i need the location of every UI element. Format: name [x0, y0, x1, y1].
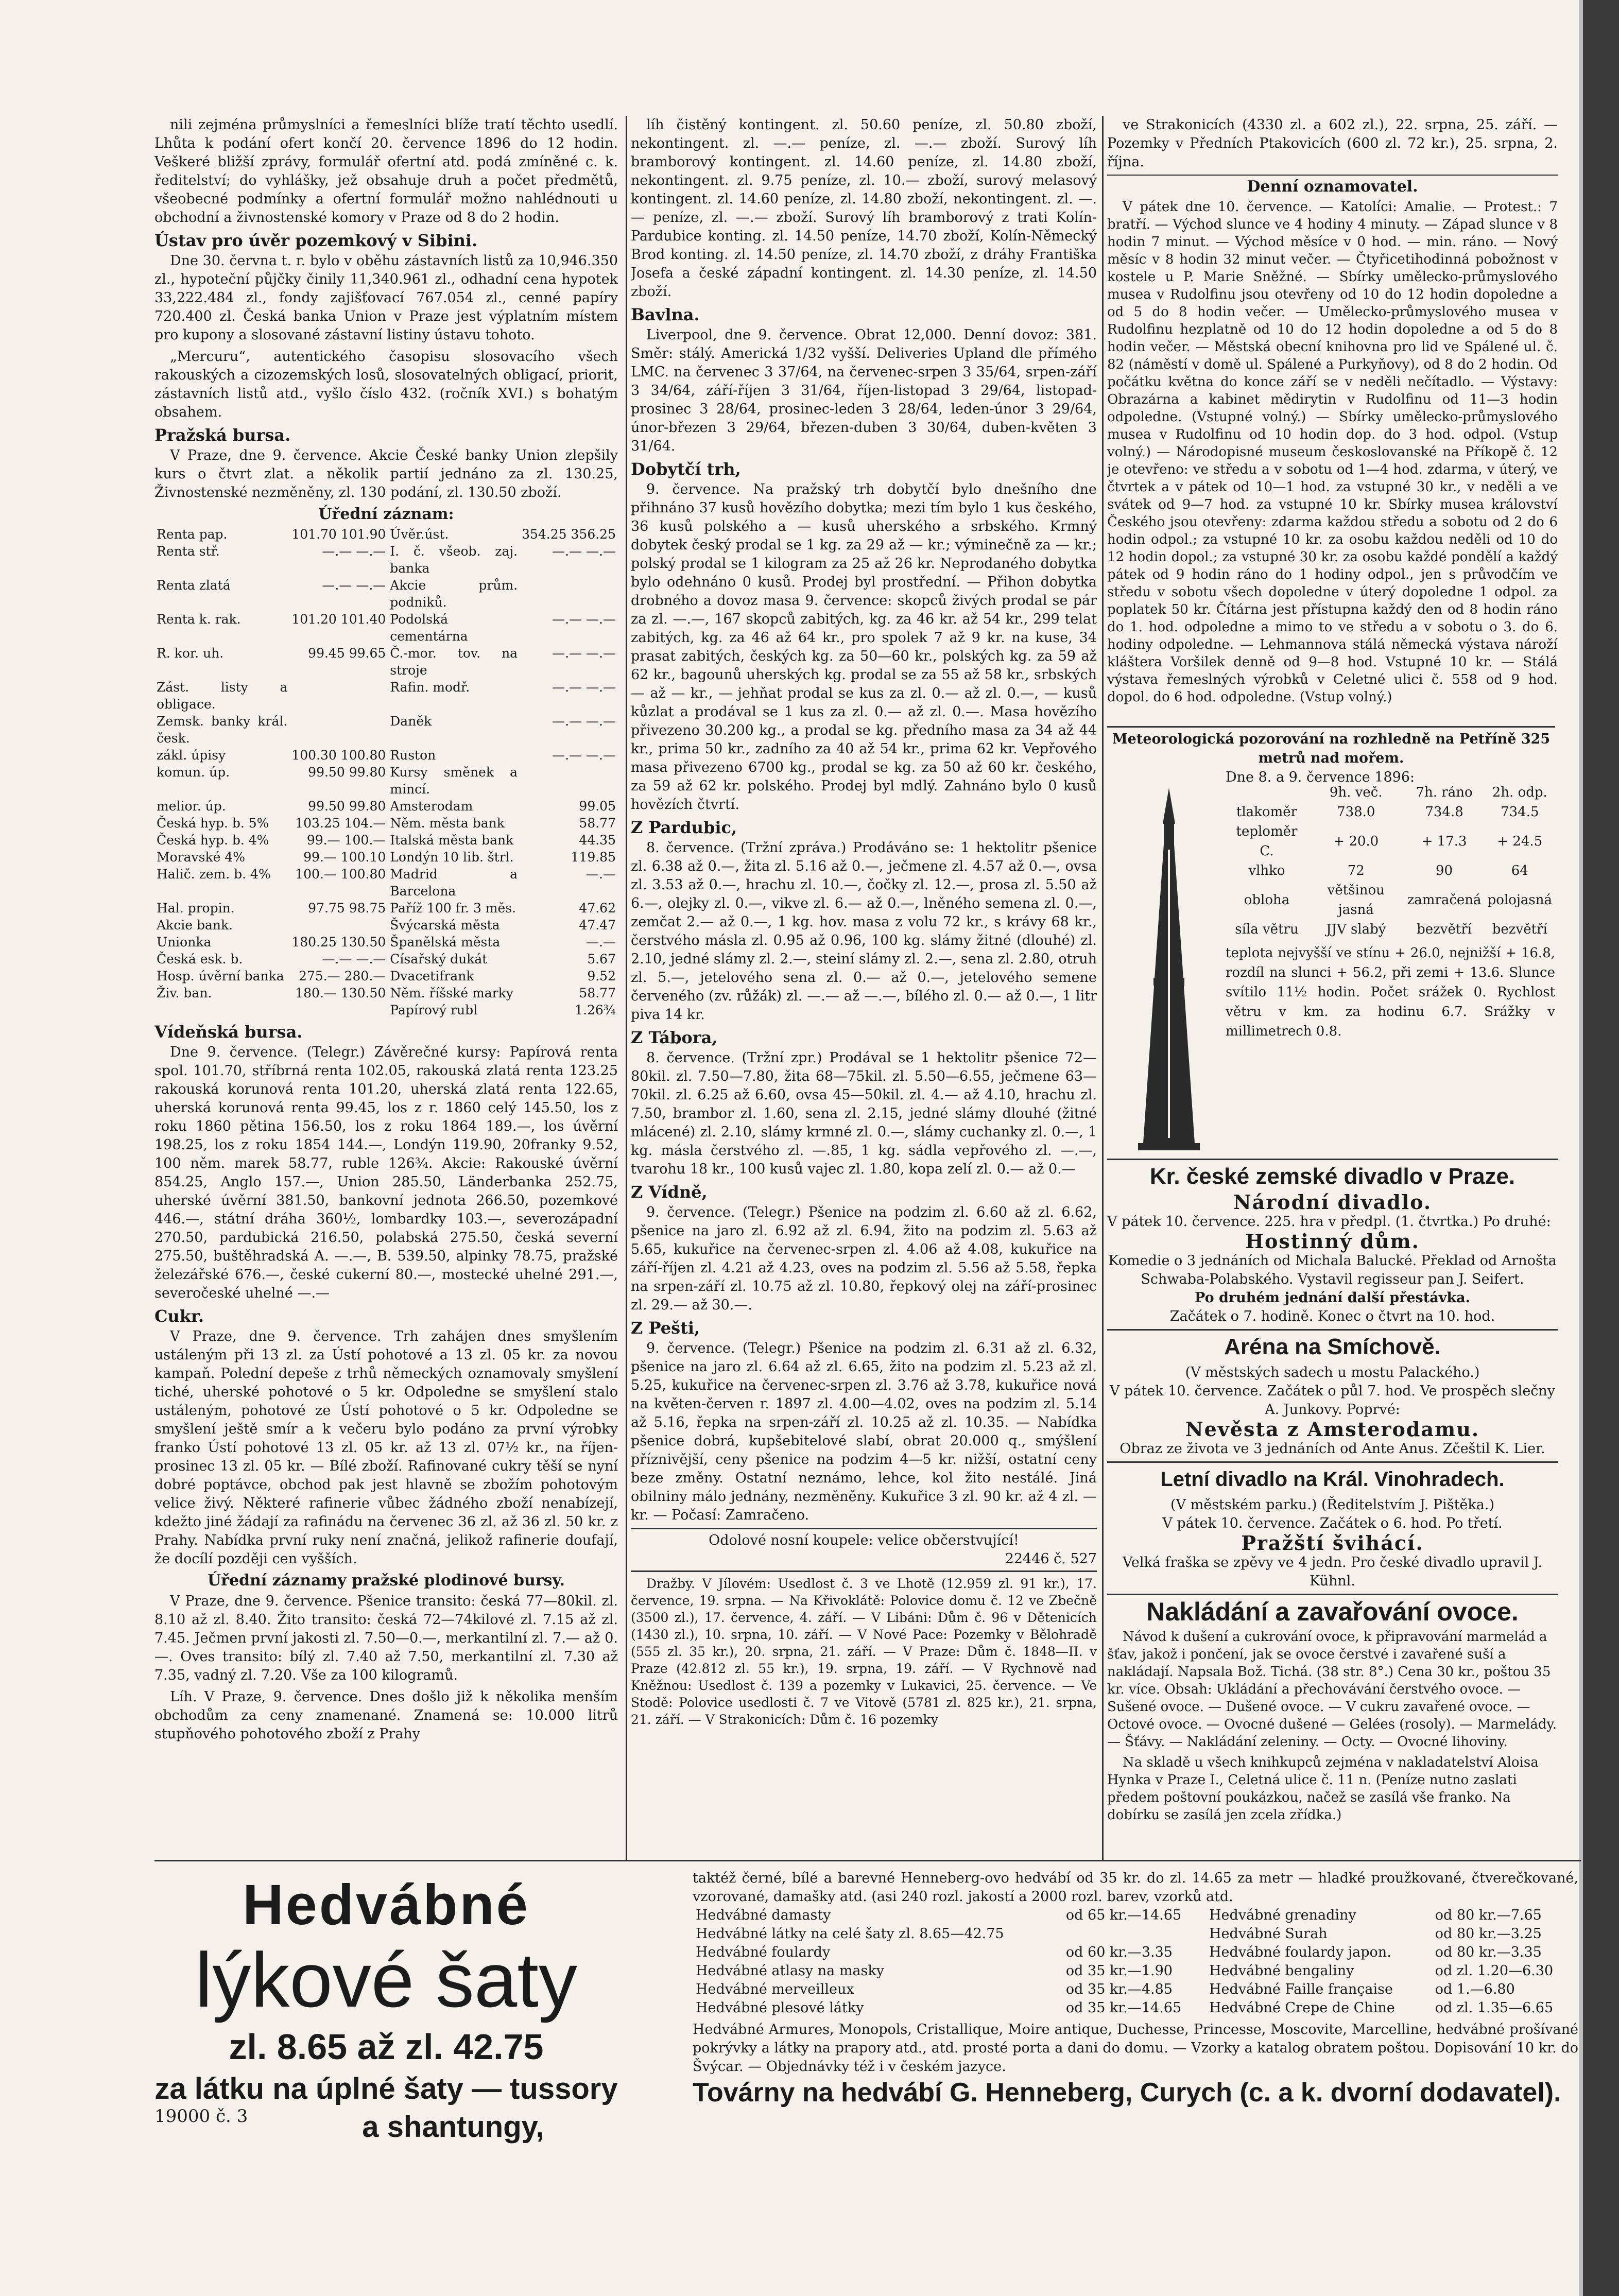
rates-row — [154, 968, 618, 985]
article-text: líh čistěný kontingent. zl. 50.60 peníze, zl. 50.80 zboží, nekontingent. zl. —.— peníze, zl. —.— zboží. Surový líh bramborový kontingent. zl. 14.60 peníze, zl. 14.80 zboží, nekontingent. zl. 9.75 peníze, zl. 10.— zboží, surový melasový kontingent. zl. 14.60 peníze, zl. 14.80 zboží, nekontingent. zl. —.— peníze, zl. —.— zboží. Surový líh bramborový z trati Kolín-Pardubice konting. zl. 14.50 peníze, 14.70 zboží, Kolín-Německý Brod konting. zl. 14.50 peníze, zl. 14.70 zboží, z dráhy Františka Josefa a české západní kontingent. zl. 14.30 peníze, zl. 14.50 zboží. — [631, 117, 1097, 300]
rates-cell: I. č. všeob. zaj. banka — [390, 544, 518, 576]
weather-cell: bezvětří — [1492, 922, 1547, 937]
rates-cell: 101.70 101.90 — [291, 527, 386, 542]
rates-row — [154, 866, 618, 900]
weather-cell: 738.0 — [1337, 804, 1375, 820]
section-heading: Cukr. — [154, 1306, 204, 1326]
rates-cell: 97.75 98.75 — [308, 901, 386, 916]
weather-row — [1226, 881, 1555, 920]
rates-cell: 180.25 130.50 — [291, 935, 386, 950]
rates-row — [154, 526, 618, 543]
rates-cell: 100.— 100.80 — [295, 867, 386, 882]
classified-ad — [631, 1528, 1097, 1572]
rates-row — [154, 1002, 618, 1018]
rates-cell: Rafin. modř. — [390, 680, 470, 695]
section-heading: Dobytčí trh, — [631, 459, 741, 479]
silk-row — [693, 1999, 1578, 2017]
rates-cell: melior. úp. — [157, 799, 226, 814]
ad-price: zl. 8.65 až zl. 42.75 — [229, 2027, 544, 2067]
section-heading: Pražská bursa. — [154, 425, 291, 445]
weather-cell: zamračená — [1407, 892, 1482, 908]
rates-row — [154, 713, 618, 747]
rates-cell: 119.85 — [571, 850, 616, 865]
column-2 — [631, 116, 1097, 1859]
article-text: nili zejména průmyslníci a řemeslníci blíže tratí těchto usedlí. Lhůta k podání ofert končí 20. července 1896 do 12 hodin. Veškeré bližší zprávy, formulář ofertní atd. podá zmíněné c. k. ředitelství; do vyhlášky, jež obsahuje druh a počet předmětů, všeobecné podmínky a ofertní formulář možno nahlédnouti u obchodní a živnostenské komory v Praze od 8 do 2 hodin. — [154, 117, 618, 226]
section-heading: Vídeňská bursa. — [154, 1022, 303, 1042]
weather-row — [1226, 861, 1555, 881]
section-rule — [154, 1860, 1581, 1861]
weather-cell: 72 — [1347, 863, 1365, 878]
rates-cell: —.— —.— — [552, 544, 616, 559]
rates-cell: Ruston — [390, 748, 436, 763]
rates-cell: Renta k. rak. — [157, 612, 241, 627]
rates-row — [154, 679, 618, 713]
weather-header — [1107, 726, 1555, 787]
theatre-line: V pátek 10. července. 225. hra v předpl. (1. čtvrtka.) Po druhé: — [1107, 1214, 1551, 1230]
article-text: 9. července. (Telegr.) Pšenice na podzim zl. 6.60 až zl. 6.62, pšenice na jaro zl. 6.92 až zl. 6.94, žito na podzim zl. 5.63 až 5.65, kukuřice na červenec-srpen zl. 4.06 až 4.08, kukuřice na září-říjen zl. 4.21 až 4.23, oves na podzim zl. 5.56 až 5.58, řepka na srpen-září zl. 10.75 až zl. 10.80, řepkový olej na září-prosinec zl. 29.— až 30.—. — [631, 1204, 1097, 1313]
letni-subtitle: (V městském parku.) (Ředitelstvím J. Pištěka.) — [1170, 1497, 1494, 1513]
weather-cell: + 20.0 — [1333, 834, 1379, 849]
weather-row — [1226, 802, 1555, 822]
section-heading: Denní oznamovatel. — [1107, 175, 1558, 196]
silk-row — [693, 1925, 1578, 1943]
rates-row — [154, 832, 618, 849]
rates-cell: R. kor. uh. — [157, 646, 224, 661]
rates-cell: Kursy směnek a mincí. — [390, 765, 518, 797]
silk-cell: od 35 kr.—1.90 — [1065, 1963, 1173, 1979]
book-title: Nakládání a zavařování ovoce. — [1146, 1597, 1519, 1626]
silk-cell: Hedvábné atlasy na masky — [696, 1963, 885, 1979]
silk-cell: Hedvábné damasty — [696, 1907, 831, 1923]
rates-cell: Madrid a Barcelona — [390, 867, 518, 899]
rates-cell: —.— — [586, 867, 616, 882]
section-heading: Z Vídně, — [631, 1182, 708, 1202]
silk-footer: Továrny na hedvábí G. Henneberg, Curych (c. a k. dvorní dodavatel). — [693, 2078, 1561, 2108]
silk-cell: Hedvábné grenadiny — [1209, 1907, 1356, 1923]
rates-cell — [289, 1002, 388, 1018]
section-heading: Z Tábora, — [631, 1028, 718, 1047]
silk-cell: Hedvábné merveilleux — [696, 1981, 854, 1997]
letni-title: Letní divadlo na Král. Vinohradech. — [1160, 1468, 1505, 1491]
theatre-rule — [1107, 1594, 1558, 1595]
rates-cell — [520, 764, 618, 798]
book-availability: Na skladě u všech knihkupců zejména v nakladatelství Aloisa Hynka v Praze I., Celetná ulice č. 11 n. (Peníze nutno zaslati předem poštovní poukázkou, načež se zasílá vše franko. Na dobírku se zasílá jen zcela zřídka.) — [1107, 1755, 1539, 1823]
silk-cell: od 60 kr.—3.35 — [1065, 1944, 1173, 1960]
article-text: Dne 9. července. (Telegr.) Závěrečné kursy: Papírová renta spol. 101.70, stříbrná renta 102.05, rakouská zlatá renta 123.25 rakouská korunová renta 101.20, uherská zlatá renta 122.65, uherská korunová renta 99.45, los z r. 1860 celý 145.50, los z roku 1860 pětina 156.50, los z roku 1864 189.—, los úvěrní 198.25, los z roku 1854 144.—, Londýn 119.90, 20franky 9.52, 100 něm. marek 58.77, ruble 126¾. Akcie: Rakouské úvěrní 854.25, Anglo 157.—, Union 285.50, Länderbanka 252.75, uherské úvěrní 381.50, bankovní jednota 266.50, pozemkové 446.—, státní dráha 360½, lombardky 103.—, severozápadní 270.50, pardubická 216.50, polabská 275.50, česká severní 275.50, buštěhradská A. —.—, B. 539.50, alpinky 78.75, pražské železářské 676.—, české cukerní 80.—, mostecké uhelné 291.—, severočeské uhelné —.— — [154, 1044, 618, 1301]
rates-cell: Švýcarská města — [390, 918, 500, 933]
silk-cell: Hedvábné plesové látky — [696, 2000, 864, 2016]
book-desc: Návod k dušení a cukrování ovoce, k připravování marmelád a šťav, jakož i pončení, jak se ovoce čerstvé i zavařené suší a nakládají. Napsala Bož. Tichá. (38 str. 8°.) Cena 30 kr., poštou 35 kr. více. Obsah: Ukládání a přechovávání čerstvého ovoce. — Sušené ovoce. — Dušené ovoce. — V cukru zavařené ovoce. — Octové ovoce. — Ovocné dušené — Gelées (rosoly). — Marmelády. — Šťávy. — Nakládání zeleniny. — Octy. — Ovocné lihoviny. — [1107, 1629, 1557, 1750]
rates-row — [154, 815, 618, 832]
rates-cell: —.— — [586, 935, 616, 950]
rates-cell: Papírový rubl — [390, 1003, 478, 1017]
arena-title: Aréna na Smíchově. — [1224, 1334, 1441, 1359]
rates-cell: 47.62 — [579, 901, 616, 916]
article-text: V Praze, dne 9. července. Pšenice transito: česká 77—80kil. zl. 8.10 až zl. 8.40. Žito transito: česká 72—74kilové zl. 7.15 až zl. 7.45. Ječmen první jakosti zl. 7.50—0.—, merkantilní zl. 7.— až 0.—. Oves transito: bílý zl. 7.40 až 7.50, merkantilní zl. 7.30 až 7.35, vadný zl. 7.20. Vše za 100 kilogramů. — [154, 1593, 618, 1683]
rates-row — [154, 934, 618, 951]
rates-cell: Zemsk. banky král. česk. — [157, 714, 288, 746]
petrin-tower-icon — [1117, 783, 1220, 1153]
play-desc: Velká fraška se zpěvy ve 4 jedn. Pro české divadlo upravil J. Kühnl. — [1122, 1555, 1543, 1589]
rates-row — [154, 543, 618, 577]
silk-cell: od 65 kr.—14.65 — [1065, 1907, 1182, 1923]
rates-row — [154, 985, 618, 1002]
weather-date: Dne 8. a 9. července 1896: — [1226, 769, 1415, 785]
weather-cell: 734.5 — [1501, 804, 1539, 820]
silk-cell: Hedvábné foulardy — [696, 1944, 831, 1960]
section-heading: Bavlna. — [631, 305, 700, 324]
silk-cell: od zl. 1.35—6.65 — [1435, 2000, 1554, 2016]
play-times: Začátek o 7. hodině. Konec o čtvrt na 10. hod. — [1169, 1308, 1495, 1324]
rates-row — [154, 577, 618, 611]
weather-cell: 734.8 — [1425, 804, 1463, 820]
article-text: 8. července. (Tržní zpr.) Prodával se 1 hektolitr pšenice 72—80kil. zl. 7.50—7.80, žita 68—75kil. zl. 5.50—6.55, ječmene 63—70kil. zl. 6.25 až 6.60, ovsa 45—50kil. zl. 4.— až 4.10, hrachu zl. 7.50, brambor zl. 1.60, sena zl. 2.15, jedné slámy dlouhé (žitné mlácené) zl. 2.10, slámy krmné zl. 0.—, slámy cuchanky zl. 0.—, 1 kg. másla čerstvého zl. —.85, 1 kg. sádla vepřového zl. —.—, tvarohu 18 kr., 100 kusů vajec zl. 1.80, kopa zelí zl. 0.— až 0.— — [631, 1050, 1097, 1177]
rates-cell: —.— —.— — [552, 612, 616, 627]
silk-cell: Hedvábné Faille française — [1209, 1981, 1393, 1997]
weather-col-header: 9h. več. — [1329, 785, 1383, 800]
rates-cell: Živ. ban. — [157, 986, 212, 1000]
silk-price-list — [693, 1869, 1578, 2108]
rates-table — [154, 526, 618, 1018]
rates-cell: 5.67 — [587, 952, 616, 966]
theatre-subtitle: Národní divadlo. — [1233, 1190, 1432, 1214]
silk-cell: Hedvábné látky na celé šaty zl. 8.65—42.75 — [696, 1926, 1004, 1942]
article-text: V pátek dne 10. července. — Katolíci: Amalie. — Protest.: 7 bratří. — Východ slunce ve 4 hodiny 4 minuty. — Západ slunce v 8 hodin 7 minut. — Východ měsíce v 0 hod. — min. ráno. — Nový měsíc v 8 hodin 32 minut večer. — Čtyřicetihodinná pobožnost v kostele u P. Marie Sněžné. — Sbírky umělecko-průmyslového musea v Rudolfinu jsou otevřeny od 10 do 12 hodin dopoledne a od 5 do 8 hodin večer. — Umělecko-průmyslového musea v Rudolfinu hezplatně od 10 do 12 hodin dopoledne a od 5 do 8 hodin večer. — Městská obecní knihovna pro lid ve Spálené ul. č. 82 (náměstí v domě ul. Spálené a Purkyňovy), od 8 do 2 hodin. Od počátku května do konce září se v neděli nečítadlo. — Výstavy: Obrazárna a kabinet mědirytin v Rudolfinu od 11—3 hodin odpoledne. (Vstupné volný.) — Sbírky umělecko-průmyslového musea v Rudolfinu od 10 hodin dop. do 3 hod. odpol. (Vstup volný.) — Národopisné museum českoslovanské na Příkopě č. 12 je otevřeno: ve středu a v sobotu od 1—4 hod. zdarma, v úterý, ve čtvrtek a v pátek od 10—1 hod. za vstupné 30 kr., v neděli a ve svátek od 9—7 hod. za vstupné 10 kr. Sbírky musea království Českého jsou otevřeny: zdarma každou středu a sobotu od 2 do 6 hodin odpol.; za vstupné 10 kr. za osobu každou neděli od 10 do 12 hodin dopol.; za vstupné 30 kr. za osobu každé pondělí a každý pátek od 9 hodin ráno do 1 hodiny odpol., jen s průvodčím ve středu v sobotu všech dopoledne v úterý dopoledne 1 odpol. za poplatek 50 kr. Čítárna jest přístupna každý den od 8 hodin ráno do 1. hod. odpoledne a mimo to ve středu a v sobotu o 3. do 6. hodiny odpoledne. — Lehmannova stálá německá výstava nároží kláštera Voršilek denně od 9—8 hod. Vstupné 10 kr. — Stálá výstava řemeslných výrobků v Celetné ulici č. 558 od 9 hod. dopol. do 6 hod. odpoledne. (Vstup volný.) — [1107, 199, 1558, 705]
rates-cell: Amsterodam — [390, 799, 473, 814]
rates-cell: Úvěr.úst. — [390, 527, 449, 542]
rates-cell: Španělská města — [390, 935, 501, 950]
rates-cell: komun. úp. — [157, 765, 230, 780]
rates-cell: 58.77 — [579, 986, 616, 1000]
rates-cell: 103.25 104.— — [295, 816, 386, 831]
rates-cell: 44.35 — [579, 833, 616, 848]
ad-code: 19000 č. 3 — [154, 2106, 248, 2127]
silk-note: Hedvábné Armures, Monopols, Cristallique, Moire antique, Duchesse, Princesse, Moscovite, Marcelline, hedvábné prošívané pokrývky a látky na prapory atd., atd. prosté porta a dani do domu. — Vzorky a katalog obratem poštou. Dopisování 10 kr. do Švýcar. — Objednávky též i v českém jazyce. — [693, 2022, 1578, 2075]
section-heading: Z Pešti, — [631, 1318, 700, 1338]
article-text: Liverpool, dne 9. července. Obrat 12,000. Denní dovoz: 381. Směr: stálý. Americká 1/32 vyšší. Deliveries Upland dle přímého LMC. na červenec 3 37/64, na červenec-srpen 3 35/64, srpen-září 3 34/64, září-říjen 3 31/64, říjen-listopad 3 29/64, listopad-prosinec 3 28/64, prosinec-leden 3 28/64, leden-únor 3 29/64, únor-březen 3 29/64, březen-duben 3 30/64, duben-květen 3 31/64. — [631, 327, 1097, 454]
section-heading: Ústav pro úvěr pozemkový v Sibini. — [154, 231, 478, 250]
rates-cell: —.— —.— — [322, 952, 386, 966]
column-1 — [154, 116, 618, 1859]
ad-code: 22446 č. 527 — [1005, 1551, 1097, 1567]
rates-row — [154, 849, 618, 866]
theatre-rule — [1107, 1329, 1558, 1331]
silk-cell: Hedvábné Crepe de Chine — [1209, 2000, 1395, 2016]
rates-cell — [289, 679, 388, 713]
rates-cell: Akcie bank. — [157, 918, 233, 933]
rates-cell — [289, 713, 388, 747]
weather-col-header: 2h. odp. — [1492, 785, 1547, 800]
rates-cell: 99.50 99.80 — [308, 799, 386, 814]
rates-cell: —.— —.— — [552, 646, 616, 661]
weather-cell: většinou jasná — [1327, 883, 1385, 918]
rates-cell: 47.47 — [579, 918, 616, 933]
rates-cell: Renta zlatá — [157, 578, 231, 593]
silk-row — [693, 1906, 1578, 1925]
weather-cell: 90 — [1436, 863, 1453, 878]
section-heading: Z Pardubic, — [631, 818, 737, 837]
silk-cell: od 35 kr.—14.65 — [1065, 2000, 1182, 2016]
column-rule — [1102, 116, 1104, 1861]
column-3-bottom — [1107, 1159, 1558, 1859]
article-text: V Praze, dne 9. července. Akcie České banky Union zlepšily kurs o čtvrt zlat. a několik partií jednáno za zl. 130.25, Živnostenské nezměněny, zl. 130 podání, zl. 130.50 zboží. — [154, 447, 618, 500]
rates-cell: Zást. listy a obligace. — [157, 680, 288, 712]
rates-cell: Císařský dukát — [390, 952, 488, 966]
weather-table — [1226, 783, 1555, 1041]
rates-cell: —.— —.— — [552, 714, 616, 729]
silk-dress-ad — [154, 1874, 618, 2146]
weather-cell: + 17.3 — [1421, 834, 1467, 849]
rates-cell: —.— —.— — [322, 544, 386, 559]
rates-cell: Renta pap. — [157, 527, 228, 542]
rates-cell — [154, 1002, 289, 1018]
silk-cell: Hedvábné foulardy japon. — [1209, 1944, 1391, 1960]
rates-cell: Něm. města bank — [390, 816, 505, 831]
weather-col-header: 7h. ráno — [1416, 785, 1473, 800]
section-heading: Úřední záznamy pražské plodinové bursy. — [208, 1572, 565, 1590]
play-title: Nevěsta z Amsterodamu. — [1185, 1418, 1480, 1441]
silk-row — [693, 1943, 1578, 1962]
rates-cell: 99.— 100.— — [306, 833, 386, 848]
rates-cell: 99.— 100.10 — [303, 850, 386, 865]
weather-cell: tlakoměr — [1236, 804, 1298, 820]
weather-cell: + 24.5 — [1497, 834, 1543, 849]
weather-cell: polojasná — [1487, 892, 1552, 908]
rates-cell: Č.-mor. tov. na stroje — [390, 646, 518, 678]
page-edge — [1583, 0, 1619, 2296]
play-note: Po druhém jednání další přestávka. — [1195, 1290, 1470, 1306]
rates-cell: zákl. úpisy — [157, 748, 226, 763]
silk-table — [693, 1906, 1578, 2017]
silk-intro: taktéž černé, bílé a barevné Henneberg-ovo hedvábí od 35 kr. do zl. 14.65 za metr — hladké proužkované, čtverečkované, vzorované, damašky atd. (asi 240 rozl. jakostí a 2000 rozl. barev, vzorků atd. — [693, 1870, 1578, 1905]
silk-cell: od 1.—6.80 — [1435, 1981, 1515, 1997]
rates-cell: —.— —.— — [552, 748, 616, 763]
silk-cell: od 80 kr.—7.65 — [1435, 1907, 1542, 1923]
theatre-rule — [1107, 1159, 1558, 1160]
rates-cell: 101.20 101.40 — [291, 612, 386, 627]
ad-line: za látku na úplné šaty — tussory — [154, 2072, 618, 2105]
rates-cell — [289, 917, 388, 934]
article-text: ve Strakonicích (4330 zl. a 602 zl.), 22. srpna, 25. září. — Pozemky v Předních Ptakovicích (600 zl. 72 kr.), 25. srpna, 2. října. — [1107, 117, 1558, 170]
weather-row — [1226, 920, 1555, 939]
rates-cell: Česká hyp. b. 5% — [157, 816, 269, 831]
rates-cell: Hosp. úvěrní banka — [157, 969, 284, 983]
rates-cell: Paříž 100 fr. 3 měs. — [390, 901, 516, 916]
arena-subtitle: (V městských sadech u mostu Palackého.) — [1185, 1365, 1480, 1380]
rates-cell: 99.45 99.65 — [308, 646, 386, 661]
silk-cell: od 80 kr.—3.35 — [1435, 1944, 1542, 1960]
rates-cell: Podolská cementárna — [390, 612, 468, 644]
ad-title: Hedvábné — [243, 1873, 530, 1937]
rates-cell: 58.77 — [579, 816, 616, 831]
rates-cell: Unionka — [157, 935, 212, 950]
weather-extra: teplota nejvyšší ve stínu + 26.0, nejnižší + 16.8, rozdíl na slunci + 56.2, při zemi + 13.6. Slunce svítilo 11½ hodin. Počet srážek 0. Rychlost větru v km. za hodinu 6.7. Srážky v millimetrech 0.8. — [1226, 945, 1555, 1039]
article-text: 8. července. (Tržní zpráva.) Prodáváno se: 1 hektolitr pšenice zl. 6.38 až 0.—, žita zl. 5.16 až 0.—, ječmene zl. 4.57 až 0.—, ovsa zl. 3.53 až 0.—, hrachu zl. 10.—, čočky zl. 12.—, prosa zl. 5.50 až 6.—, olejky zl. 0.—, vikve zl. 6.— až 0.—, lněného semena zl. 0.—, zemčat 2.— až 0.—, 1 kg. hov. masa z volu 72 kr., s krávy 68 kr., čerstvého másla zl. 0.95 až 0.96, 100 kg. slámy žitné (dlouhé) zl. 2.10, jedné slámy zl. 2.—, steiní slámy zl. 2.—, sena zl. 2.80, otruh zl. 5.—, jetelového sena zl. 0.— až 0.—, jetelového semene červeného (zv. růžák) zl. —.— až —.—, bílého zl. 0.— až 0.—, 1 litr piva 14 kr. — [631, 840, 1097, 1023]
play-title: Pražští švihácí. — [1241, 1531, 1424, 1555]
rates-cell: Italská města bank — [390, 833, 514, 848]
ad-text: Odolové nosní koupele: velice občerstvující! — [709, 1532, 1019, 1548]
article-text: 9. července. Na pražský trh dobytčí bylo dnešního dne přihnáno 37 kusů hovězího dobytka; mezi tím bylo 1 kus českého, 36 kusů polského a — kusů uherského a srbského. Krmný dobytek český prodal se 1 kg. za 29 až — kr.; výminečně za — kr.; polský prodal se 1 kilogram za 25 až 26 kr. Neprodaného dobytka bylo odehnáno 0 kusů. Prodej byl prostřední. — Přihon dobytka drobného a dovoz masa 9. července: skopců živých prodal se pár za zl. —.—, 167 skopců zabitých, kg. za 46 kr. až 54 kr., 299 telat zabitých, kg. za 46 až 64 kr., pro spolek 7 až 9 kr. na kuse, 34 prasat zabitých, českých kg. za 50—60 kr., polských kg. za 59 až 62 kr., bagounů uherských kg. prodal se za 55 až 58 kr., srbských — až — kr., — jehňat prodal se kus za zl. 0.— až zl. 0.—, — kusů kůzlat a prodával se 1 kus za zl. 0.— až zl. 0.—. Masa hovězího přivezeno 30.200 kg., a prodal se kg. předního masa za 34 až 44 kr., prima 50 kr., zadního za 40 až 54 kr., prima 62 kr. Vepřového masa přivezeno 6700 kg., prodal se kg. za 50 až 60 kr. českého, za 59 až 62 kr. polského. Prodej byl mdlý. Zahnáno bylo 0 kusů hovězích čtvrtí. — [631, 481, 1097, 813]
article-text: „Mercuru“, autentického časopisu slosovacího všech rakouských a cizozemských losů, slosovatelných obligací, priorit, zástavních listů atd., vyšlo číslo 432. (ročník XVI.) s bohatým obsahem. — [154, 349, 618, 420]
theatre-title: Kr. české zemské divadlo v Praze. — [1149, 1164, 1515, 1189]
arena-line: V pátek 10. července. Začátek o půl 7. hod. Ve prospěch slečny A. Junkovy. Poprvé: — [1109, 1383, 1556, 1418]
rates-cell: 1.26¾ — [575, 1003, 616, 1017]
weather-title: Meteorologická pozorování na rozhledně na Petříně 325 metrů nad mořem. — [1107, 726, 1555, 768]
ad-line: a shantungy, — [362, 2110, 544, 2144]
weather-cell: bezvětří — [1417, 922, 1472, 937]
silk-cell: od 35 kr.—4.85 — [1065, 1981, 1173, 1997]
rates-row — [154, 645, 618, 679]
article-text: 9. července. (Telegr.) Pšenice na podzim zl. 6.31 až zl. 6.32, pšenice na jaro zl. 6.64 až zl. 6.65, žito na podzim zl. 5.23 až zl. 5.25, kukuřice na červenec-srpen zl. 3.76 až 3.78, kukuřice nová na květen-červen r. 1897 zl. 4.00—4.02, oves na podzim zl. 5.14 až 5.16, řepka na srpen-září zl. 10.25 až zl. 10.35. — Nabídka pšenice dobrá, kupšebitelové slabí, obrat 20.000 q., smýšlení příznivější, ceny pšenice na podzim 4—5 kr. nižší, ostatní ceny beze změny. Ostatní neznámo, lehce, kol žito nestálé. Jiná obilniny málo jednány, nezměněny. Kukuřice 3 zl. 90 kr. až 4 zl. — kr. — Počasí: Zamračeno. — [631, 1340, 1097, 1523]
rates-cell: 180.— 130.50 — [295, 986, 386, 1000]
weather-cell: teploměr C. — [1236, 824, 1298, 859]
column-3-top — [1107, 116, 1558, 723]
column-rule — [626, 116, 627, 1861]
page-edge-light — [1579, 0, 1583, 2296]
weather-cell: obloha — [1244, 892, 1290, 908]
rates-cell: —.— —.— — [552, 680, 616, 695]
rates-row — [154, 917, 618, 934]
ad-big: lýkové šaty — [195, 1937, 577, 2023]
rates-cell: 354.25 356.25 — [522, 527, 616, 542]
rates-row — [154, 611, 618, 645]
weather-cell: vlhko — [1248, 863, 1285, 878]
play-title: Hostinný dům. — [1245, 1230, 1420, 1253]
rates-cell: Halič. zem. b. 4% — [157, 867, 271, 882]
article-text: V Praze, dne 9. července. Trh zahájen dnes smyšlením ustáleným při 13 zl. za Ústí pohotové a 13 zl. 05 kr. za novou kampaň. Polední depeše z trhů německých oznamovaly smyšlení tiché, uherské pohotové o 5 kr. Odpoledne se smyšlení stalo ustáleným, pohotové ze Ústí pohotové o 5 kr. Odpoledne se smyšlení ještě smír a k večeru bylo podáno za první výrobky franko Ústí pohotové 13 zl. 05 kr. až 13 zl. 07½ kr., na říjen-prosinec 13 zl. 05 kr. — Bílé zboží. Rafinované cukry těší se nyní dobré poptávce, obchod pak jest hlavně se zbožím pohotovým velice živý. Některé rafinerie vůbec žádného zboží nenabízejí, kdežto jiné žádají za rafinádu na červenec 36 zl. až 36 zl. 50 kr. z Prahy. Nabídka první ruky není značná, jelikož rafinerie doufají, že docílí později cen vyšších. — [154, 1328, 618, 1567]
silk-cell: od 80 kr.—3.25 — [1435, 1926, 1542, 1942]
rates-cell — [520, 577, 618, 611]
rates-row — [154, 798, 618, 815]
article-text: Dne 30. června t. r. bylo v oběhu zástavních listů za 10,946.350 zl., hypoteční půjčky činily 11,340.961 zl., odhadní cena hypotek 33,222.484 zl., fondy zajišťovací 767.054 zl., cenné papíry 720.400 zl. Česká banka Union v Praze jest výplatním místem pro kupony a slosované zástavní listiny ústavu tohoto. — [154, 253, 618, 343]
silk-row — [693, 1980, 1578, 1999]
rates-cell: Dvacetifrank — [390, 969, 474, 983]
weather-cell: JJV slabý — [1326, 922, 1386, 937]
rates-cell: Akcie prům. podniků. — [390, 578, 518, 610]
theatre-rule — [1107, 1461, 1558, 1463]
play-desc: Obraz ze života ve 3 jednáních od Ante Anus. Zčeštil K. Lier. — [1119, 1441, 1545, 1457]
silk-cell: Hedvábné bengaliny — [1209, 1963, 1354, 1979]
rates-row — [154, 747, 618, 764]
rates-row — [154, 764, 618, 798]
weather-row — [1226, 822, 1555, 861]
rates-row — [154, 900, 618, 917]
rates-cell: —.— —.— — [322, 578, 386, 593]
play-desc: Komedie o 3 jednáních od Michala Balucké. Překlad od Arnošta Schwaba-Polabského. Vystavil regisseur pan J. Seifert. — [1108, 1253, 1557, 1287]
rates-cell: Hal. propin. — [157, 901, 235, 916]
rates-row — [154, 951, 618, 968]
rates-cell: Něm. říšské marky — [390, 986, 513, 1000]
article-text: Líh. V Praze, 9. července. Dnes došlo již k několika menším obchodům za ceny znamenané. Znamená se: 10.000 litrů stupňového pohotového zboží z Prahy — [154, 1689, 618, 1742]
rates-cell: Daněk — [390, 714, 432, 729]
weather-cell: síla větru — [1235, 922, 1299, 937]
rates-cell: 99.50 99.80 — [308, 765, 386, 780]
rates-cell: Renta stř. — [157, 544, 220, 559]
rates-cell: 9.52 — [587, 969, 616, 983]
table-heading: Úřední záznam: — [318, 505, 454, 523]
silk-cell: od zl. 1.20—6.30 — [1435, 1963, 1554, 1979]
rates-cell: Česká esk. b. — [157, 952, 243, 966]
rates-cell: 99.05 — [579, 799, 616, 814]
weather-cell: 64 — [1511, 863, 1528, 878]
rates-cell: Londýn 10 lib. štrl. — [390, 850, 514, 865]
rates-cell: 100.30 100.80 — [291, 748, 386, 763]
silk-row — [693, 1962, 1578, 1980]
silk-cell — [1063, 1925, 1206, 1943]
auction-notices: Dražby. V Jílovém: Usedlost č. 3 ve Lhotě (12.959 zl. 91 kr.), 17. července, 19. srpna. — Na Křivoklátě: Polovice domu č. 12 ve Zbečně (3500 zl.), 17. července, 4. září. — V Libáni: Dům č. 96 v Dětenicích (1430 zl.), 10. srpna, 10. září. — V Nové Pace: Pozemky v Bělohradě (555 zl. 35 kr.), 20. srpna, 21. září. — V Praze: Dům č. 1848—II. v Praze (42.812 zl. 55 kr.), 19. srpna, 19. září. — V Rychnově nad Kněžnou: Usedlost č. 139 a pozemky v Lukavici, 25. července. — Ve Stodě: Polovice usedlosti č. 7 ve Vitově (5781 zl. 825 kr.), 21. srpna, 21. září. — V Strakonicích: Dům č. 16 pozemky — [631, 1576, 1097, 1727]
letni-line: V pátek 10. července. Začátek o 6. hod. Po třetí. — [1162, 1515, 1503, 1531]
silk-cell: Hedvábné Surah — [1209, 1926, 1328, 1942]
rates-cell: Česká hyp. b. 4% — [157, 833, 269, 848]
rates-cell: 275.— 280.— — [298, 969, 386, 983]
rates-cell: Moravské 4% — [157, 850, 246, 865]
